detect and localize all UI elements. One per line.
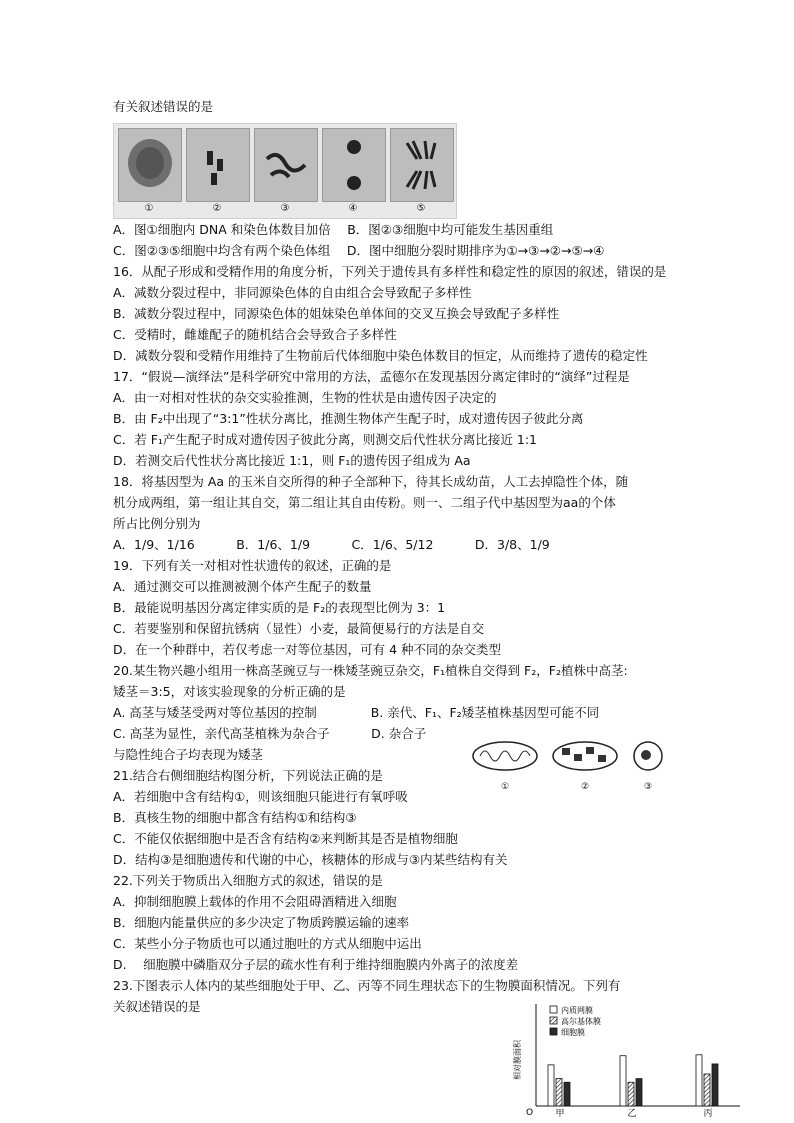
option-line: D．若测交后代性状分离比接近 1:1，则 F₁的遗传因子组成为 Aa (113, 453, 471, 468)
option-line: A. 高茎与矮茎受两对等位基因的控制 B. 亲代、F₁、F₂矮茎植株基因型可能不同 (113, 705, 600, 720)
option-line: B．最能说明基因分离定律实质的是 F₂的表现型比例为 3：1 (113, 600, 446, 615)
x-tick-label: 甲 (555, 1109, 565, 1118)
legend-swatch (550, 1006, 557, 1013)
bar-内质网膜-乙 (620, 1056, 626, 1106)
bar-高尔基体膜-甲 (556, 1079, 562, 1106)
question-20: 20.某生物兴趣小组用一株高茎豌豆与一株矮茎豌豆杂交，F₁植株自交得到 F₂，F₂植株中高茎: (113, 663, 628, 678)
micrograph-2 (186, 128, 250, 202)
x-tick-label: 丙 (703, 1109, 713, 1118)
option-line: D．减数分裂和受精作用维持了生物前后代体细胞中染色体数目的恒定，从而维持了遗传的稳定性 (113, 348, 648, 363)
option-line: C．受精时，雌雄配子的随机结合会导致合子多样性 (113, 327, 397, 342)
micrograph-label: ③ (280, 203, 290, 214)
micrograph-5 (390, 128, 454, 202)
question-line: 关叙述错误的是 (113, 999, 201, 1014)
bar-内质网膜-甲 (548, 1065, 554, 1106)
organelle-label: ② (581, 782, 590, 792)
micrograph-4 (322, 128, 386, 202)
option-line: B．细胞内能量供应的多少决定了物质跨膜运输的速率 (113, 915, 410, 930)
cell-division-micrographs (113, 123, 457, 219)
micrograph-label: ② (212, 203, 222, 214)
option-line: A．通过测交可以推测被测个体产生配子的数量 (113, 579, 372, 594)
option-line: C．若 F₁产生配子时成对遗传因子彼此分离，则测交后代性状分离比接近 1:1 (113, 432, 537, 447)
legend-swatch (550, 1017, 557, 1024)
legend-swatch (550, 1028, 557, 1035)
option-line: A．减数分裂过程中，非同源染色体的自由组合会导致配子多样性 (113, 285, 472, 300)
option-line: D．在一个种群中，若仅考虑一对等位基因，可有 4 种不同的杂交类型 (113, 642, 502, 657)
question-stem: 有关叙述错误的是 (113, 99, 214, 114)
question-line: 所占比例分别为 (113, 516, 201, 531)
micrograph-label: ⑤ (416, 203, 426, 214)
micrograph-1 (118, 128, 182, 202)
chloroplast-diagram (553, 742, 617, 770)
bar-细胞膜-丙 (712, 1064, 718, 1106)
bar-细胞膜-乙 (636, 1079, 642, 1106)
question-21: 21.结合右侧细胞结构图分析，下列说法正确的是 (113, 768, 383, 783)
option-line: C．图②③⑤细胞中均含有两个染色体组 D．图中细胞分裂时期排序为①→③→②→⑤→④ (113, 243, 605, 258)
option-line: A．抑制细胞膜上载体的作用不会阻碍酒精进入细胞 (113, 894, 397, 909)
nucleus-diagram (634, 742, 662, 770)
option-line: A．由一对相对性状的杂交实验推测，生物的性状是由遗传因子决定的 (113, 390, 497, 405)
question-16: 16．从配子形成和受精作用的角度分析，下列关于遗传具有多样性和稳定性的原因的叙述，错误的是 (113, 264, 667, 279)
bar-内质网膜-丙 (696, 1055, 702, 1106)
bar-高尔基体膜-丙 (704, 1074, 710, 1106)
option-line: C．某些小分子物质也可以通过胞吐的方式从细胞中运出 (113, 936, 422, 951)
question-19: 19．下列有关一对相对性状遗传的叙述，正确的是 (113, 558, 392, 573)
organelle-label: ① (501, 782, 510, 792)
legend-label: 内质网膜 (561, 1006, 593, 1015)
option-line: B．减数分裂过程中，同源染色体的姐妹染色单体间的交叉互换会导致配子多样性 (113, 306, 560, 321)
option-line: D．结构③是细胞遗传和代谢的中心，核糖体的形成与③内某些结构有关 (113, 852, 508, 867)
option-line: A．若细胞中含有结构①，则该细胞只能进行有氧呼吸 (113, 789, 408, 804)
option-line: 与隐性纯合子均表现为矮茎 (113, 747, 264, 762)
question-17: 17．“假说—演绎法”是科学研究中常用的方法，孟德尔在发现基因分离定律时的“演绎”过程是 (113, 369, 630, 384)
mitochondrion-diagram (473, 742, 537, 770)
organelle-drawings (470, 738, 670, 782)
question-line: 机分成两组，第一组让其自交，第二组让其自由传粉。则一、二组子代中基因型为aa的个体 (113, 495, 616, 510)
question-22: 22.下列关于物质出入细胞方式的叙述，错误的是 (113, 873, 383, 888)
organelle-diagrams (470, 738, 670, 794)
question-line: 矮茎＝3:5，对该实验现象的分析正确的是 (113, 684, 346, 699)
organelle-label: ③ (644, 782, 653, 792)
bar-细胞膜-甲 (564, 1082, 570, 1106)
micrograph-label: ① (144, 203, 154, 214)
chart-canvas (512, 1000, 744, 1118)
bar-高尔基体膜-乙 (628, 1082, 634, 1106)
option-line: B．由 F₂中出现了“3:1”性状分离比，推测生物体产生配子时，成对遗传因子彼此分离 (113, 411, 584, 426)
option-line: C．不能仅依据细胞中是否含有结构②来判断其是否是植物细胞 (113, 831, 458, 846)
micrograph-3 (254, 128, 318, 202)
option-line: C．若要鉴别和保留抗锈病（显性）小麦，最简便易行的方法是自交 (113, 621, 485, 636)
question-23: 23.下图表示人体内的某些细胞处于甲、乙、丙等不同生理状态下的生物膜面积情况。下列有 (113, 978, 621, 993)
option-line: A．1/9、1/16 B．1/6、1/9 C．1/6、5/12 D．3/8、1/9 (113, 537, 550, 552)
option-line: C. 高茎为显性，亲代高茎植株为杂合子 D. 杂合子 (113, 726, 427, 741)
x-tick-label: 乙 (627, 1109, 637, 1118)
legend-label: 细胞膜 (561, 1028, 585, 1037)
legend-label: 高尔基体膜 (561, 1017, 601, 1026)
option-line: A．图①细胞内 DNA 和染色体数目加倍 B．图②③细胞中均可能发生基因重组 (113, 222, 554, 237)
question-18: 18．将基因型为 Aa 的玉米自交所得的种子全部种下，待其长成幼苗，人工去掉隐性个体，随 (113, 474, 629, 489)
membrane-area-chart (512, 1000, 744, 1118)
y-axis-label: 相对膜面积 (513, 1040, 522, 1080)
option-line: B．真核生物的细胞中都含有结构①和结构③ (113, 810, 357, 825)
micrograph-label: ④ (348, 203, 358, 214)
origin-label: O (526, 1108, 534, 1118)
option-line: D. 细胞膜中磷脂双分子层的疏水性有利于维持细胞膜内外离子的浓度差 (113, 957, 519, 972)
